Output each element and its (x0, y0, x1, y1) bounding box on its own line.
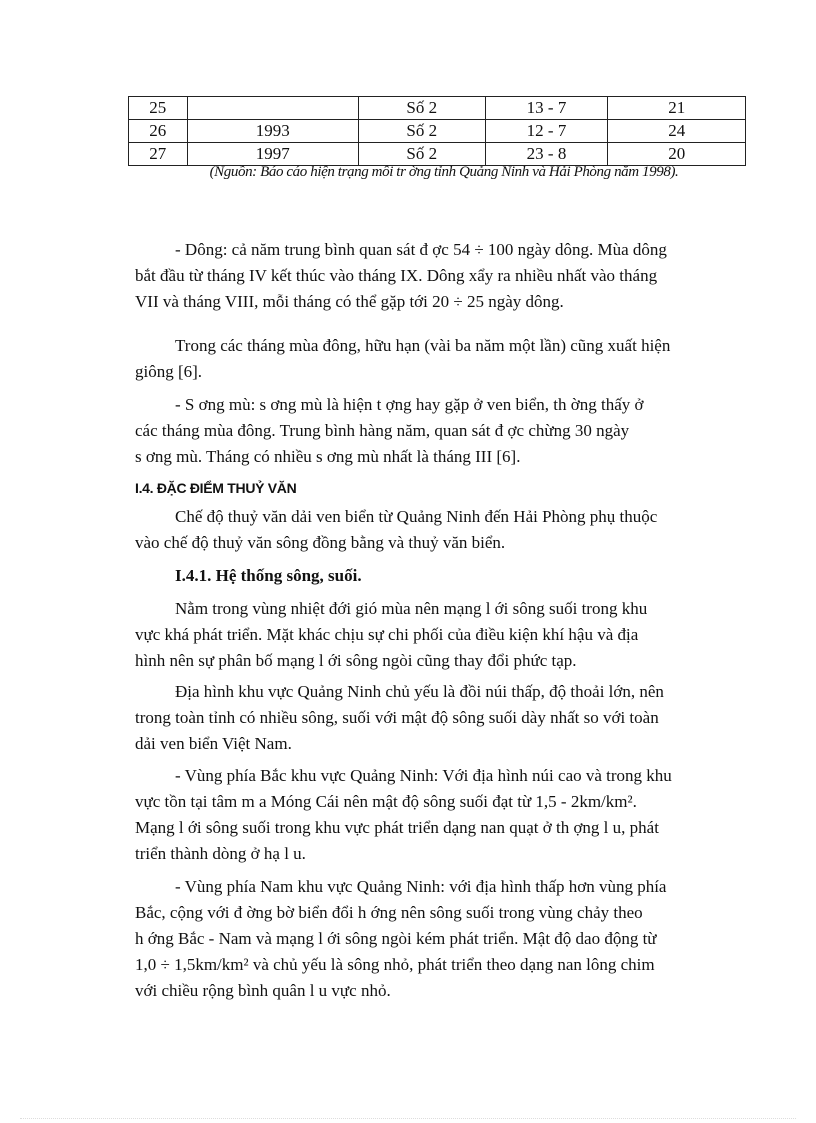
text-line: hình nên sự phân bố mạng l ới sông ngòi cũng thay đổi phức tạp. (135, 651, 577, 670)
text-line: vào chế độ thuỷ văn sông đồng bằng và thuỷ văn biển. (135, 533, 506, 552)
table-source-note: (Nguồn: Báo cáo hiện trạng môi tr ờng tỉnh Quảng Ninh và Hải Phòng năm 1998). (209, 164, 679, 180)
text-line: Nằm trong vùng nhiệt đới gió mùa nên mạng l ới sông suối trong khu (175, 599, 648, 618)
table-cell: 12 - 7 (485, 120, 608, 143)
table-cell: 25 (129, 97, 188, 120)
paragraph-suong-mu (135, 392, 740, 470)
table-cell: 27 (129, 143, 188, 166)
data-table (128, 96, 746, 166)
text-line: s ơng mù. Tháng có nhiều s ơng mù nhất là tháng III [6]. (135, 447, 521, 466)
paragraph-phia-bac (135, 763, 740, 867)
table-row (129, 120, 746, 143)
text-line: VII và tháng VIII, mỗi tháng có thể gặp tới 20 ÷ 25 ngày dông. (135, 292, 564, 311)
table-cell: 21 (608, 97, 746, 120)
section-heading: I.4. ĐẶC ĐIỂM THUỶ VĂN (135, 480, 297, 496)
text-line: Bắc, cộng với đ ờng bờ biển đổi h ớng nên sông suối trong vùng chảy theo (135, 903, 643, 922)
text-line: các tháng mùa đông. Trung bình hàng năm, quan sát đ ợc chừng 30 ngày (135, 421, 630, 440)
table-row (129, 143, 746, 166)
text-line: vực khá phát triển. Mặt khác chịu sự chi phối của điều kiện khí hậu và địa (135, 625, 639, 644)
text-line: - S ơng mù: s ơng mù là hiện t ợng hay gặp ở ven biển, th ờng thấy ở (175, 395, 644, 414)
table-cell: Số 2 (358, 120, 485, 143)
text-line: bắt đầu từ tháng IV kết thúc vào tháng IX. Dông xẩy ra nhiều nhất vào tháng (135, 266, 658, 285)
text-line: - Vùng phía Bắc khu vực Quảng Ninh: Với địa hình núi cao và trong khu (175, 766, 672, 785)
subsection-heading: I.4.1. Hệ thống sông, suối. (175, 566, 362, 585)
text-line: dải ven biển Việt Nam. (135, 734, 292, 753)
paragraph-mua-dong (135, 333, 740, 385)
table-cell: 13 - 7 (485, 97, 608, 120)
text-line: Địa hình khu vực Quảng Ninh chủ yếu là đồi núi thấp, độ thoải lớn, nên (175, 682, 664, 701)
paragraph-dong (135, 237, 740, 315)
table-cell (187, 97, 358, 120)
text-line: giông [6]. (135, 362, 203, 381)
text-line: Trong các tháng mùa đông, hữu hạn (vài ba năm một lần) cũng xuất hiện (175, 336, 671, 355)
text-line: Chế độ thuỷ văn dải ven biển từ Quảng Ninh đến Hải Phòng phụ thuộc (175, 507, 658, 526)
text-line: 1,0 ÷ 1,5km/km² và chủ yếu là sông nhỏ, phát triển theo dạng nan lông chim (135, 955, 655, 974)
paragraph-phia-nam (135, 874, 740, 1004)
page-bottom-rule (20, 1118, 796, 1119)
table-cell: Số 2 (358, 97, 485, 120)
table-cell: Số 2 (358, 143, 485, 166)
text-line: - Dông: cả năm trung bình quan sát đ ợc 54 ÷ 100 ngày dông. Mùa dông (175, 240, 667, 259)
table-row (129, 97, 746, 120)
table-cell: 24 (608, 120, 746, 143)
table-cell: 1993 (187, 120, 358, 143)
text-line: vực tồn tại tâm m a Móng Cái nên mật độ sông suối đạt từ 1,5 - 2km/km². (135, 792, 637, 811)
paragraph-dia-hinh (135, 679, 740, 757)
text-line: Mạng l ới sông suối trong khu vực phát triển dạng nan quạt ở th ợng l u, phát (135, 818, 659, 837)
text-line: triển thành dòng ở hạ l u. (135, 844, 306, 863)
table-cell: 26 (129, 120, 188, 143)
text-line: trong toàn tỉnh có nhiều sông, suối với mật độ sông suối dày nhất so với toàn (135, 708, 659, 727)
text-line: - Vùng phía Nam khu vực Quảng Ninh: với địa hình thấp hơn vùng phía (175, 877, 667, 896)
table-cell: 23 - 8 (485, 143, 608, 166)
table-cell: 1997 (187, 143, 358, 166)
paragraph-che-do (135, 504, 740, 556)
text-line: với chiều rộng bình quân l u vực nhỏ. (135, 981, 391, 1000)
table-cell: 20 (608, 143, 746, 166)
text-line: h ớng Bắc - Nam và mạng l ới sông ngòi kém phát triển. Mật độ dao động từ (135, 929, 657, 948)
paragraph-nam-trong (135, 596, 740, 674)
